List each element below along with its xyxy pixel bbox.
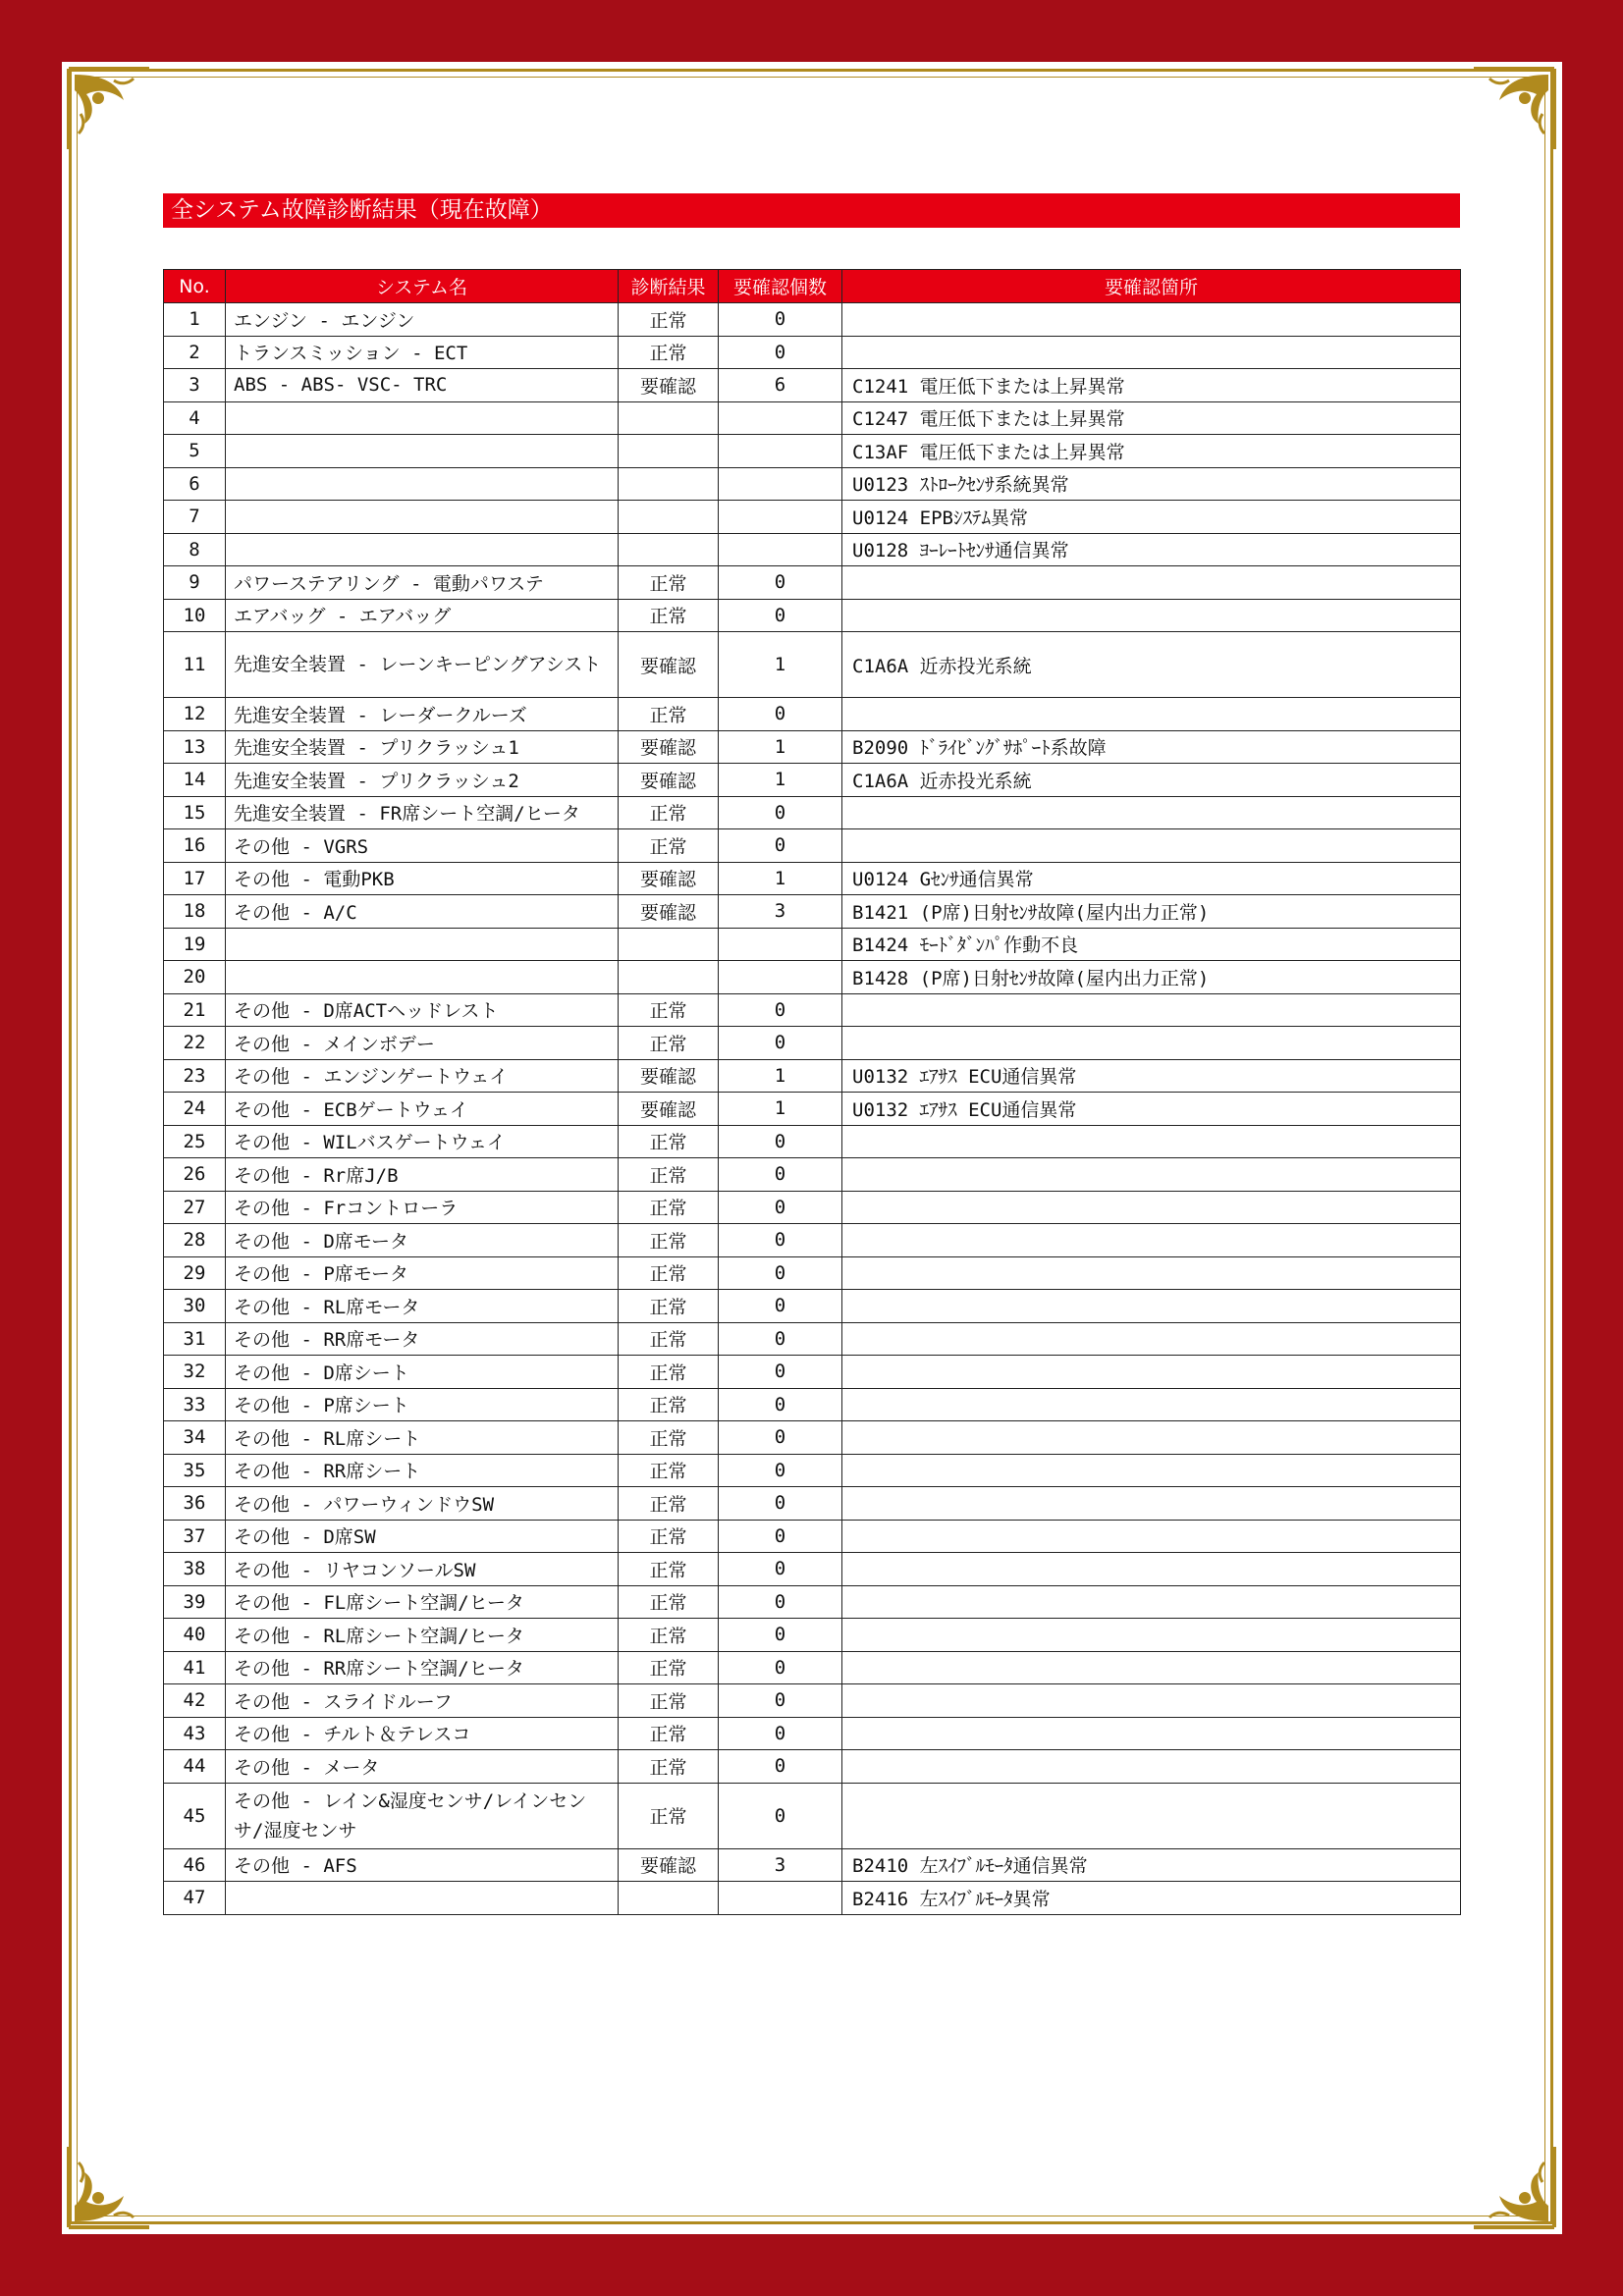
- cell-system: その他 - スライドルーフ: [226, 1684, 619, 1718]
- cell-no: 28: [164, 1224, 226, 1257]
- cell-result: 正常: [619, 1750, 719, 1784]
- table-row: [164, 1256, 1461, 1290]
- cell-location: B2090 ﾄﾞﾗｲﾋﾞﾝｸﾞｻﾎﾟｰﾄ系故障: [842, 730, 1461, 764]
- cell-no: 41: [164, 1651, 226, 1684]
- cell-count: 0: [719, 336, 842, 369]
- cell-result: 正常: [619, 1684, 719, 1718]
- cell-no: 38: [164, 1553, 226, 1586]
- cell-result: [619, 401, 719, 435]
- cell-no: 45: [164, 1783, 226, 1848]
- cell-location: U0124 Gｾﾝｻ通信異常: [842, 862, 1461, 895]
- table-row: [164, 698, 1461, 731]
- cell-no: 22: [164, 1027, 226, 1060]
- cell-no: 40: [164, 1619, 226, 1652]
- table-row: [164, 928, 1461, 961]
- cell-system: [226, 961, 619, 994]
- cell-no: 46: [164, 1848, 226, 1882]
- cell-count: 0: [719, 1684, 842, 1718]
- cell-location: [842, 1356, 1461, 1389]
- cell-system: その他 - VGRS: [226, 829, 619, 863]
- cell-result: 正常: [619, 1553, 719, 1586]
- cell-system: その他 - D席ACTヘッドレスト: [226, 993, 619, 1027]
- cell-location: C1247 電圧低下または上昇異常: [842, 401, 1461, 435]
- table-row: [164, 501, 1461, 534]
- cell-no: 29: [164, 1256, 226, 1290]
- cell-count: 0: [719, 303, 842, 337]
- cell-system: その他 - エンジンゲートウェイ: [226, 1059, 619, 1093]
- cell-location: C1A6A 近赤投光系統: [842, 632, 1461, 698]
- cell-system: その他 - D席シート: [226, 1356, 619, 1389]
- cell-count: 0: [719, 1356, 842, 1389]
- cell-count: 0: [719, 1454, 842, 1487]
- cell-result: 正常: [619, 1717, 719, 1750]
- cell-result: [619, 467, 719, 501]
- cell-no: 3: [164, 369, 226, 402]
- cell-system: その他 - レイン&湿度センサ/レインセンサ/湿度センサ: [226, 1783, 619, 1848]
- cell-location: [842, 599, 1461, 632]
- table-row: [164, 1125, 1461, 1158]
- cell-result: 要確認: [619, 895, 719, 929]
- table-row: [164, 1388, 1461, 1421]
- cell-count: 1: [719, 764, 842, 797]
- cell-system: [226, 435, 619, 468]
- cell-location: [842, 1256, 1461, 1290]
- cell-result: 要確認: [619, 1059, 719, 1093]
- cell-no: 6: [164, 467, 226, 501]
- cell-location: [842, 303, 1461, 337]
- header-count: 要確認個数: [719, 270, 842, 303]
- table-header-row: [164, 270, 1461, 303]
- cell-count: [719, 533, 842, 566]
- table-row: [164, 1553, 1461, 1586]
- cell-no: 2: [164, 336, 226, 369]
- cell-system: その他 - RR席シート空調/ヒータ: [226, 1651, 619, 1684]
- cell-result: 要確認: [619, 632, 719, 698]
- cell-location: [842, 1421, 1461, 1455]
- cell-no: 37: [164, 1520, 226, 1553]
- cell-result: 要確認: [619, 1848, 719, 1882]
- cell-no: 12: [164, 698, 226, 731]
- cell-count: 1: [719, 1093, 842, 1126]
- cell-system: その他 - RR席シート: [226, 1454, 619, 1487]
- cell-count: 6: [719, 369, 842, 402]
- cell-location: C1A6A 近赤投光系統: [842, 764, 1461, 797]
- cell-system: その他 - パワーウィンドウSW: [226, 1487, 619, 1521]
- cell-system: その他 - ECBゲートウェイ: [226, 1093, 619, 1126]
- cell-location: [842, 1651, 1461, 1684]
- table-row: [164, 730, 1461, 764]
- cell-location: C13AF 電圧低下または上昇異常: [842, 435, 1461, 468]
- cell-count: 0: [719, 698, 842, 731]
- cell-location: [842, 1027, 1461, 1060]
- cell-result: 正常: [619, 1520, 719, 1553]
- cell-location: [842, 1750, 1461, 1784]
- cell-result: [619, 961, 719, 994]
- table-row: [164, 1520, 1461, 1553]
- cell-location: [842, 698, 1461, 731]
- table-row: [164, 862, 1461, 895]
- cell-result: 正常: [619, 1191, 719, 1224]
- cell-result: 正常: [619, 599, 719, 632]
- cell-system: その他 - メインボデー: [226, 1027, 619, 1060]
- cell-result: 要確認: [619, 862, 719, 895]
- cell-count: 0: [719, 1421, 842, 1455]
- cell-system: 先進安全装置 - レーンキーピングアシスト: [226, 632, 619, 698]
- cell-count: 0: [719, 1256, 842, 1290]
- cell-result: 正常: [619, 1322, 719, 1356]
- table-row: [164, 961, 1461, 994]
- cell-count: 0: [719, 1520, 842, 1553]
- cell-system: [226, 401, 619, 435]
- cell-result: 正常: [619, 796, 719, 829]
- cell-count: 0: [719, 829, 842, 863]
- table-row: [164, 1158, 1461, 1192]
- cell-no: 44: [164, 1750, 226, 1784]
- cell-system: エンジン - エンジン: [226, 303, 619, 337]
- cell-location: [842, 1290, 1461, 1323]
- cell-no: 13: [164, 730, 226, 764]
- cell-system: [226, 467, 619, 501]
- cell-location: [842, 1717, 1461, 1750]
- cell-result: 正常: [619, 1158, 719, 1192]
- cell-result: 正常: [619, 1783, 719, 1848]
- cell-no: 19: [164, 928, 226, 961]
- cell-system: 先進安全装置 - プリクラッシュ1: [226, 730, 619, 764]
- cell-count: 0: [719, 1322, 842, 1356]
- table-row: [164, 632, 1461, 698]
- cell-no: 31: [164, 1322, 226, 1356]
- cell-count: 1: [719, 730, 842, 764]
- table-row: [164, 1750, 1461, 1784]
- cell-result: 正常: [619, 1256, 719, 1290]
- cell-no: 33: [164, 1388, 226, 1421]
- table-row: [164, 1848, 1461, 1882]
- cell-system: [226, 1882, 619, 1915]
- cell-count: 0: [719, 1651, 842, 1684]
- cell-location: [842, 1553, 1461, 1586]
- cell-count: 0: [719, 1750, 842, 1784]
- cell-system: その他 - RR席モータ: [226, 1322, 619, 1356]
- cell-system: その他 - リヤコンソールSW: [226, 1553, 619, 1586]
- table-row: [164, 829, 1461, 863]
- table-row: [164, 1421, 1461, 1455]
- cell-system: その他 - メータ: [226, 1750, 619, 1784]
- table-row: [164, 1290, 1461, 1323]
- cell-system: エアバッグ - エアバッグ: [226, 599, 619, 632]
- table-row: [164, 1191, 1461, 1224]
- cell-system: その他 - A/C: [226, 895, 619, 929]
- cell-location: [842, 1158, 1461, 1192]
- cell-location: B2416 左ｽｲﾌﾞﾙﾓｰﾀ異常: [842, 1882, 1461, 1915]
- cell-count: 3: [719, 895, 842, 929]
- table-row: [164, 467, 1461, 501]
- table-row: [164, 1454, 1461, 1487]
- cell-count: 0: [719, 566, 842, 600]
- cell-count: 0: [719, 1027, 842, 1060]
- cell-no: 21: [164, 993, 226, 1027]
- table-row: [164, 1093, 1461, 1126]
- cell-result: 正常: [619, 993, 719, 1027]
- cell-count: 1: [719, 632, 842, 698]
- report-title: 全システム故障診断結果（現在故障）: [163, 193, 1460, 228]
- cell-count: [719, 961, 842, 994]
- cell-count: 0: [719, 1717, 842, 1750]
- cell-location: [842, 566, 1461, 600]
- cell-result: 正常: [619, 1125, 719, 1158]
- cell-system: その他 - Rr席J/B: [226, 1158, 619, 1192]
- cell-result: 正常: [619, 1388, 719, 1421]
- cell-system: その他 - チルト＆テレスコ: [226, 1717, 619, 1750]
- cell-location: B1428 (P席)日射ｾﾝｻ故障(屋内出力正常): [842, 961, 1461, 994]
- table-row: [164, 1356, 1461, 1389]
- cell-system: トランスミッション - ECT: [226, 336, 619, 369]
- cell-count: 1: [719, 1059, 842, 1093]
- cell-no: 47: [164, 1882, 226, 1915]
- cell-no: 36: [164, 1487, 226, 1521]
- table-row: [164, 1619, 1461, 1652]
- table-row: [164, 599, 1461, 632]
- cell-count: 0: [719, 599, 842, 632]
- cell-system: その他 - 電動PKB: [226, 862, 619, 895]
- cell-system: その他 - P席モータ: [226, 1256, 619, 1290]
- cell-count: 0: [719, 1619, 842, 1652]
- table-row: [164, 1224, 1461, 1257]
- cell-result: [619, 501, 719, 534]
- table-row: [164, 1322, 1461, 1356]
- table-row: [164, 401, 1461, 435]
- table-row: [164, 1684, 1461, 1718]
- cell-location: U0123 ｽﾄﾛｰｸｾﾝｻ系統異常: [842, 467, 1461, 501]
- cell-location: [842, 1619, 1461, 1652]
- cell-result: 正常: [619, 303, 719, 337]
- cell-no: 34: [164, 1421, 226, 1455]
- cell-system: その他 - D席SW: [226, 1520, 619, 1553]
- table-row: [164, 1717, 1461, 1750]
- cell-system: その他 - AFS: [226, 1848, 619, 1882]
- cell-result: 正常: [619, 1651, 719, 1684]
- cell-no: 4: [164, 401, 226, 435]
- cell-location: [842, 1783, 1461, 1848]
- cell-location: [842, 1191, 1461, 1224]
- cell-system: [226, 928, 619, 961]
- cell-count: [719, 1882, 842, 1915]
- cell-result: 正常: [619, 698, 719, 731]
- cell-result: 正常: [619, 1487, 719, 1521]
- cell-result: 要確認: [619, 1093, 719, 1126]
- cell-no: 14: [164, 764, 226, 797]
- cell-location: [842, 1125, 1461, 1158]
- cell-result: [619, 1882, 719, 1915]
- cell-count: 0: [719, 1487, 842, 1521]
- cell-no: 35: [164, 1454, 226, 1487]
- cell-no: 25: [164, 1125, 226, 1158]
- cell-system: その他 - RL席シート空調/ヒータ: [226, 1619, 619, 1652]
- cell-system: その他 - WILバスゲートウェイ: [226, 1125, 619, 1158]
- table-row: [164, 895, 1461, 929]
- cell-count: 0: [719, 1158, 842, 1192]
- cell-count: [719, 435, 842, 468]
- table-row: [164, 1059, 1461, 1093]
- cell-system: その他 - RL席シート: [226, 1421, 619, 1455]
- cell-location: [842, 1388, 1461, 1421]
- cell-count: 0: [719, 796, 842, 829]
- cell-result: 要確認: [619, 730, 719, 764]
- cell-no: 32: [164, 1356, 226, 1389]
- cell-count: 0: [719, 993, 842, 1027]
- cell-no: 15: [164, 796, 226, 829]
- cell-location: [842, 1454, 1461, 1487]
- cell-no: 9: [164, 566, 226, 600]
- cell-count: [719, 928, 842, 961]
- cell-location: U0128 ﾖｰﾚｰﾄｾﾝｻ通信異常: [842, 533, 1461, 566]
- cell-no: 43: [164, 1717, 226, 1750]
- cell-count: 0: [719, 1388, 842, 1421]
- diagnosis-table: [163, 269, 1461, 1915]
- cell-location: B2410 左ｽｲﾌﾞﾙﾓｰﾀ通信異常: [842, 1848, 1461, 1882]
- cell-system: その他 - D席モータ: [226, 1224, 619, 1257]
- cell-result: [619, 533, 719, 566]
- cell-location: [842, 336, 1461, 369]
- cell-result: 正常: [619, 1290, 719, 1323]
- cell-location: [842, 1224, 1461, 1257]
- cell-location: B1421 (P席)日射ｾﾝｻ故障(屋内出力正常): [842, 895, 1461, 929]
- table-row: [164, 1027, 1461, 1060]
- cell-location: [842, 1585, 1461, 1619]
- table-row: [164, 1882, 1461, 1915]
- cell-system: その他 - RL席モータ: [226, 1290, 619, 1323]
- cell-system: [226, 501, 619, 534]
- cell-system: その他 - P席シート: [226, 1388, 619, 1421]
- cell-result: 正常: [619, 1585, 719, 1619]
- cell-location: [842, 1322, 1461, 1356]
- table-row: [164, 303, 1461, 337]
- cell-no: 20: [164, 961, 226, 994]
- header-no: No.: [164, 270, 226, 303]
- cell-count: 0: [719, 1585, 842, 1619]
- table-row: [164, 764, 1461, 797]
- cell-count: [719, 501, 842, 534]
- cell-result: 正常: [619, 1224, 719, 1257]
- cell-result: 正常: [619, 1356, 719, 1389]
- cell-no: 16: [164, 829, 226, 863]
- table-row: [164, 1783, 1461, 1848]
- cell-no: 27: [164, 1191, 226, 1224]
- cell-no: 8: [164, 533, 226, 566]
- table-row: [164, 1585, 1461, 1619]
- cell-no: 30: [164, 1290, 226, 1323]
- table-row: [164, 1651, 1461, 1684]
- table-row: [164, 369, 1461, 402]
- cell-result: [619, 435, 719, 468]
- cell-no: 24: [164, 1093, 226, 1126]
- cell-system: 先進安全装置 - プリクラッシュ2: [226, 764, 619, 797]
- cell-location: [842, 1520, 1461, 1553]
- cell-no: 7: [164, 501, 226, 534]
- cell-location: [842, 796, 1461, 829]
- table-row: [164, 566, 1461, 600]
- cell-system: 先進安全装置 - FR席シート空調/ヒータ: [226, 796, 619, 829]
- cell-count: 1: [719, 862, 842, 895]
- cell-location: U0132 ｴｱｻｽ ECU通信異常: [842, 1059, 1461, 1093]
- cell-location: B1424 ﾓｰﾄﾞﾀﾞﾝﾊﾟ作動不良: [842, 928, 1461, 961]
- cell-count: 0: [719, 1224, 842, 1257]
- cell-no: 1: [164, 303, 226, 337]
- header-location: 要確認箇所: [842, 270, 1461, 303]
- cell-location: U0132 ｴｱｻｽ ECU通信異常: [842, 1093, 1461, 1126]
- cell-result: 要確認: [619, 369, 719, 402]
- cell-count: 0: [719, 1290, 842, 1323]
- table-row: [164, 435, 1461, 468]
- cell-no: 42: [164, 1684, 226, 1718]
- cell-location: U0124 EPBｼｽﾃﾑ異常: [842, 501, 1461, 534]
- table-row: [164, 533, 1461, 566]
- cell-no: 5: [164, 435, 226, 468]
- cell-no: 17: [164, 862, 226, 895]
- cell-result: 正常: [619, 1619, 719, 1652]
- cell-system: その他 - FL席シート空調/ヒータ: [226, 1585, 619, 1619]
- cell-result: 正常: [619, 1027, 719, 1060]
- cell-result: 正常: [619, 336, 719, 369]
- table-body: [164, 303, 1461, 1915]
- cell-no: 18: [164, 895, 226, 929]
- table-row: [164, 796, 1461, 829]
- cell-result: 要確認: [619, 764, 719, 797]
- cell-count: 0: [719, 1553, 842, 1586]
- cell-system: 先進安全装置 - レーダークルーズ: [226, 698, 619, 731]
- cell-system: [226, 533, 619, 566]
- cell-count: [719, 467, 842, 501]
- cell-system: その他 - Frコントローラ: [226, 1191, 619, 1224]
- table-row: [164, 1487, 1461, 1521]
- cell-location: [842, 993, 1461, 1027]
- cell-no: 10: [164, 599, 226, 632]
- cell-location: [842, 1487, 1461, 1521]
- cell-count: 0: [719, 1125, 842, 1158]
- cell-result: [619, 928, 719, 961]
- header-system: システム名: [226, 270, 619, 303]
- header-result: 診断結果: [619, 270, 719, 303]
- cell-location: [842, 1684, 1461, 1718]
- cell-no: 39: [164, 1585, 226, 1619]
- cell-location: C1241 電圧低下または上昇異常: [842, 369, 1461, 402]
- cell-result: 正常: [619, 1421, 719, 1455]
- cell-result: 正常: [619, 566, 719, 600]
- cell-system: パワーステアリング - 電動パワステ: [226, 566, 619, 600]
- cell-location: [842, 829, 1461, 863]
- cell-result: 正常: [619, 1454, 719, 1487]
- cell-system: ABS - ABS- VSC- TRC: [226, 369, 619, 402]
- cell-no: 23: [164, 1059, 226, 1093]
- cell-count: 3: [719, 1848, 842, 1882]
- cell-result: 正常: [619, 829, 719, 863]
- table-row: [164, 336, 1461, 369]
- cell-no: 11: [164, 632, 226, 698]
- cell-count: 0: [719, 1191, 842, 1224]
- cell-count: 0: [719, 1783, 842, 1848]
- table-row: [164, 993, 1461, 1027]
- cell-no: 26: [164, 1158, 226, 1192]
- cell-count: [719, 401, 842, 435]
